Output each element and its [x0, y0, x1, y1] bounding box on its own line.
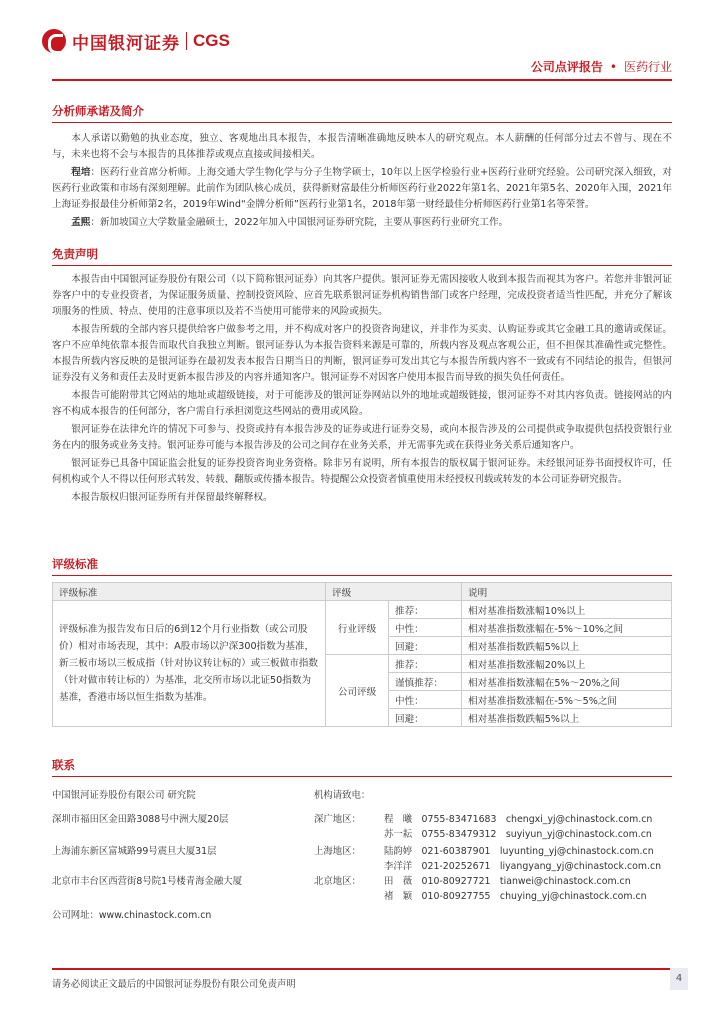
header-divider [52, 79, 672, 81]
contact-name: 程 曦 [384, 814, 413, 825]
analyst-name: 程培 [71, 167, 91, 178]
section-title: 评级标准 [52, 556, 672, 576]
rating-desc: 相对基准指数跌幅5%以上 [462, 637, 672, 655]
contact-email[interactable]: liyangyang_yj@chinastock.com.cn [499, 861, 662, 872]
contact-phone: 0755-83479312 [421, 829, 497, 840]
column-header: 评级 [326, 583, 462, 601]
contact-phone: 021-20252671 [421, 861, 491, 872]
rating-desc: 相对基准指数涨幅在-5%～10%之间 [462, 619, 672, 637]
contact-name: 褚 颖 [384, 891, 413, 902]
analyst-text: 新加坡国立大学数量金融硕士，2022年加入中国银河证券研究院，主要从事医药行业研究工作。 [99, 217, 509, 228]
page-header [0, 0, 724, 100]
analyst-commitment: 本人承诺以勤勉的执业态度，独立、客观地出具本报告，本报告清晰准确地反映本人的研究观点。本人薪酬的任何部分过去不曾与、现在不与，未来也将不会与本报告的具体推荐或观点直接或间接相关。 [52, 133, 672, 160]
office-address: 上海浦东新区富城路99号震旦大厦31层 [52, 846, 217, 857]
contact-email[interactable]: tianwei@chinastock.com.cn [499, 876, 631, 887]
contact-name: 田 薇 [384, 876, 413, 887]
footer-disclaimer-note: 请务必阅读正文最后的中国银河证券股份有限公司免责声明 [52, 978, 296, 990]
contact-phone: 010-80927755 [421, 891, 491, 902]
column-header: 说明 [462, 583, 672, 601]
rating-criteria: 评级标准为报告发布日后的6到12个月行业指数（或公司股价）相对市场表现，其中：A股市场以沪深300指数为基准，新三板市场以三板成指（针对协议转让标的）或三板做市指数（针对做市转让标的）为基准，北交所市场以北证50指数为基准，香港市场以恒生指数为基准。 [53, 601, 326, 727]
office-region: 深广地区： [314, 814, 361, 825]
brand-name-cn: 中国银河证券 [72, 33, 180, 54]
rating-grade: 推荐： [389, 601, 462, 619]
company-website[interactable]: 公司网址：www.chinastock.com.cn [52, 910, 212, 921]
office-address: 深圳市福田区金田路3088号中洲大厦20层 [52, 814, 229, 825]
section-title: 联系 [52, 757, 672, 777]
rating-desc: 相对基准指数涨幅10%以上 [462, 601, 672, 619]
page-footer [52, 968, 672, 990]
brand-logo-icon [42, 29, 66, 53]
page-number: 4 [670, 968, 688, 990]
contact-person [384, 873, 631, 887]
contact-name: 陆韵婷 [384, 846, 413, 857]
contact-person [384, 811, 652, 825]
brand-logo [42, 28, 230, 54]
company-name: 中国银河证券股份有限公司 研究院 [52, 790, 196, 801]
contact-person [384, 888, 647, 902]
disclaimer-paragraph: 本报告由中国银河证券股份有限公司（以下简称银河证券）向其客户提供。银河证券无需因接收人收到本报告而视其为客户。若您并非银河证券客户中的专业投资者，为保证服务质量、控制投资风险、应首先联系银河证券机构销售部门或客户经理，完成投资者适当性匹配，并充分了解该项服务的性质、特点、使用的注意事项以及若不当使用可能带来的风险或损失。 [52, 274, 672, 317]
rating-desc: 相对基准指数涨幅在-5%～5%之间 [462, 691, 672, 709]
report-category [531, 58, 672, 75]
office-region: 上海地区： [314, 846, 361, 857]
rating-desc: 相对基准指数跌幅5%以上 [462, 709, 672, 727]
analyst-section [52, 103, 672, 233]
header-separator: • [609, 60, 617, 74]
disclaimer-paragraph: 本报告所载的全部内容只提供给客户做参考之用，并不构成对客户的投资咨询建议，并非作为买卖、认购证券或其它金融工具的邀请或保证。客户不应单纯依靠本报告而取代自我独立判断。银河证券认为本报告资料来源是可靠的，所载内容及观点客观公正，但不担保其准确性或完整性。本报告所载内容反映的是银河证券在最初发表本报告日期当日的判断，银河证券可发出其它与本报告所载内容不一致或有不同结论的报告，但银河证券没有义务和责任去及时更新本报告涉及的内容并通知客户。银河证券不对因客户使用本报告而导致的损失负任何责任。 [52, 324, 672, 383]
rating-grade: 回避： [389, 637, 462, 655]
contact-email[interactable]: chuying_yj@chinastock.com.cn [499, 891, 647, 902]
analyst-text: 医药行业首席分析师。上海交通大学生物化学与分子生物学硕士，10年以上医学检验行业+医药行业研究经验。公司研究深入细致，对医药行业政策和市场有深刻理解。此前作为团队核心成员，获得新财富最佳分析师医药行业2022年第1名、2021年第5名、2020年入围，2021年上海证券报最佳分析师第2名，2019年Wind“金牌分析师”医药行业第1名，2018年第一财经最佳分析师医药行业第1名等荣誉。 [52, 167, 673, 210]
contact-phone: 021-60387901 [421, 846, 491, 857]
contact-email[interactable]: luyunting_yj@chinastock.com.cn [499, 846, 654, 857]
contact-phone: 0755-83471683 [421, 814, 497, 825]
office-region: 北京地区： [314, 876, 361, 887]
contact-email[interactable]: chengxi_yj@chinastock.com.cn [505, 814, 653, 825]
company-rating-label: 公司评级 [326, 655, 389, 727]
contact-name: 苏一耘 [384, 829, 413, 840]
table-header-row [53, 583, 672, 601]
rating-desc: 相对基准指数涨幅在5%～20%之间 [462, 673, 672, 691]
section-title: 免责声明 [52, 246, 672, 266]
logo-divider [186, 32, 187, 50]
rating-grade: 谨慎推荐： [389, 673, 462, 691]
contact-section [52, 757, 672, 937]
rating-grade: 推荐： [389, 655, 462, 673]
rating-grade: 回避： [389, 709, 462, 727]
contact-person [384, 843, 654, 857]
rating-grade: 中性： [389, 691, 462, 709]
rating-table [52, 582, 672, 727]
rating-grade: 中性： [389, 619, 462, 637]
disclaimer-paragraph: 银河证券已具备中国证监会批复的证券投资咨询业务资格。除非另有说明，所有本报告的版权属于银河证券。未经银河证券书面授权许可，任何机构或个人不得以任何形式转发、转载、翻版或传播本报告。特提醒公众投资者慎重使用未经授权刊载或转发的本公司证券研究报告。 [52, 458, 672, 485]
section-title: 分析师承诺及简介 [52, 103, 672, 123]
report-type: 公司点评报告 [530, 60, 603, 74]
table-row [53, 601, 672, 619]
analyst-bio: 程培：医药行业首席分析师。上海交通大学生物化学与分子生物学硕士，10年以上医学检验行业+医药行业研究经验。公司研究深入细致，对医药行业政策和市场有深刻理解。此前作为团队核心成员，获得新财富最佳分析师医药行业2022年第1名、2021年第5名、2020年入围，2021年上海证券报最佳分析师第2名，2019年Wind“金牌分析师”医药行业第1名，2018年第一财经最佳分析师医药行业第1名等荣誉。 [52, 167, 673, 210]
contact-email[interactable]: suyiyun_yj@chinastock.com.cn [505, 829, 652, 840]
disclaimer-paragraph: 本报告版权归银河证券所有并保留最终解释权。 [71, 492, 273, 503]
disclaimer-section [52, 246, 672, 508]
footer-divider [52, 968, 672, 970]
disclaimer-paragraph: 银河证券在法律允许的情况下可参与、投资或持有本报告涉及的证券或进行证券交易，或向本报告涉及的公司提供或争取提供包括投资银行业务在内的服务或业务支持。银河证券可能与本报告涉及的公司之间存在业务关系，并无需事先或在获得业务关系后通知客户。 [52, 424, 672, 451]
analyst-name: 孟熙 [71, 217, 91, 228]
industry-label: 医药行业 [623, 60, 672, 74]
contact-person [384, 858, 661, 872]
industry-rating-label: 行业评级 [326, 601, 389, 655]
column-header: 评级标准 [53, 583, 326, 601]
rating-desc: 相对基准指数涨幅20%以上 [462, 655, 672, 673]
contact-person [384, 826, 652, 840]
contact-phone: 010-80927721 [421, 876, 491, 887]
contact-name: 李洋洋 [384, 861, 413, 872]
brand-name-en: CGS [193, 31, 230, 50]
institution-call-label: 机构请致电： [314, 790, 371, 801]
disclaimer-paragraph: 本报告可能附带其它网站的地址或超级链接，对于可能涉及的银河证券网站以外的地址或超级链接，银河证券不对其内容负责。链接网站的内容不构成本报告的任何部分，客户需自行承担浏览这些网站的费用或风险。 [52, 390, 672, 417]
analyst-bio: 孟熙：新加坡国立大学数量金融硕士，2022年加入中国银河证券研究院，主要从事医药行业研究工作。 [71, 217, 509, 228]
rating-section [52, 556, 672, 727]
office-address: 北京市丰台区西营街8号院1号楼青海金融大厦 [52, 876, 243, 887]
